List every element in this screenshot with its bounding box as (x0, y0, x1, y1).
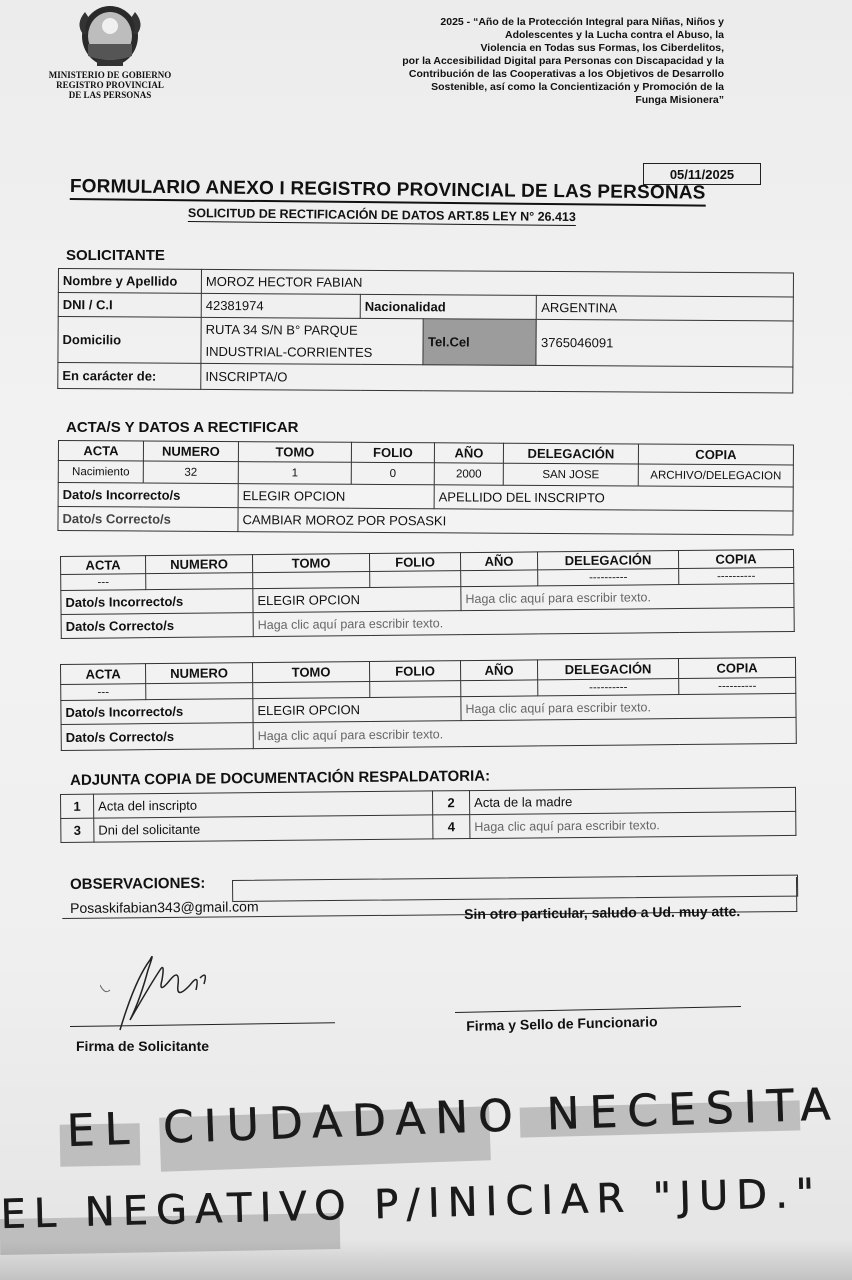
col-tomo: TOMO (252, 554, 369, 573)
col-tomo: TOMO (238, 442, 351, 463)
nacionalidad-field[interactable]: ARGENTINA (537, 295, 794, 321)
col-copia: COPIA (678, 549, 793, 568)
correct-label: Dato/s Correcto/s (61, 613, 253, 639)
tomo-cell[interactable]: 1 (238, 462, 351, 485)
decree-line: Sostenible, así como la Concientización y Promoción de la (431, 81, 724, 93)
incorrect-text-field[interactable]: APELLIDO DEL INSCRIPTO (434, 485, 793, 511)
observaciones-heading: OBSERVACIONES: (70, 874, 206, 893)
decree-text (324, 16, 724, 107)
decree-line: por la Accesibilidad Digital para Personas con Discapacidad y la (402, 55, 724, 67)
ministry-line-1: MINISTERIO DE GOBIERNO (48, 70, 172, 80)
delegacion-cell[interactable]: SAN JOSE (503, 463, 638, 486)
ministry-header (40, 4, 180, 100)
col-copia: COPIA (678, 657, 795, 678)
col-tomo: TOMO (252, 662, 369, 683)
adjunta-item[interactable]: Dni del solicitante (94, 815, 433, 842)
incorrect-option-dropdown[interactable]: ELEGIR OPCION (253, 587, 461, 613)
anio-cell[interactable] (461, 570, 538, 587)
observaciones-field[interactable]: Posaskifabian343@gmail.com (70, 898, 259, 916)
col-folio: FOLIO (351, 442, 434, 463)
numero-cell[interactable] (146, 683, 253, 700)
correct-label: Dato/s Correcto/s (61, 723, 253, 751)
copia-cell[interactable]: ---------- (679, 567, 794, 584)
decree-line: 2025 - “Año de la Protección Integral para Niñas, Niños y (440, 16, 724, 28)
adjunta-num: 4 (433, 815, 470, 839)
copia-cell[interactable]: ARCHIVO/DELEGACION (638, 464, 793, 487)
form-subtitle: SOLICITUD DE RECTIFICACIÓN DE DATOS ART.85 LEY N° 26.413 (187, 206, 576, 225)
adjunta-heading: ADJUNTA COPIA DE DOCUMENTACIÓN RESPALDATORIA: (70, 767, 491, 789)
col-acta: ACTA (61, 556, 146, 575)
decree-line: Violencia en Todas sus Formas, los Ciberdelitos, (480, 42, 724, 54)
name-field[interactable]: MOROZ HECTOR FABIAN (201, 269, 793, 297)
tel-label: Tel.Cel (423, 319, 536, 366)
domicilio-line-2: INDUSTRIAL-CORRIENTES (205, 343, 373, 360)
folio-cell[interactable] (370, 681, 461, 698)
signature-label-funcionario: Firma y Sello de Funcionario (466, 1013, 658, 1034)
col-delegacion: DELEGACIÓN (537, 551, 678, 570)
correct-label: Dato/s Correcto/s (58, 507, 238, 532)
adjunta-item[interactable]: Acta de la madre (469, 787, 795, 814)
date-field[interactable]: 05/11/2025 (643, 163, 761, 185)
folio-cell[interactable]: 0 (351, 462, 434, 485)
anio-cell[interactable] (461, 680, 538, 697)
col-folio: FOLIO (369, 661, 460, 682)
col-copia: COPIA (638, 444, 793, 465)
numero-cell[interactable]: 32 (143, 461, 238, 484)
incorrect-label: Dato/s Incorrecto/s (61, 589, 253, 615)
signature-line-funcionario (455, 1006, 741, 1013)
acta-cell[interactable]: --- (61, 574, 146, 591)
incorrect-text-field[interactable]: Haga clic aquí para escribir texto. (461, 693, 796, 720)
name-label: Nombre y Apellido (58, 269, 201, 294)
adjunta-num: 3 (61, 818, 94, 842)
nacionalidad-label: Nacionalidad (360, 294, 537, 319)
col-acta: ACTA (61, 664, 146, 685)
anio-cell[interactable]: 2000 (434, 463, 503, 485)
col-numero: NUMERO (146, 555, 253, 574)
solicitante-table (57, 268, 794, 393)
domicilio-field[interactable] (201, 317, 424, 364)
decree-line: Contribución de las Cooperativas a los Objetivos de Desarrollo (408, 68, 724, 80)
actas-heading: ACTA/S Y DATOS A RECTIFICAR (66, 419, 299, 436)
acta-block-1 (57, 440, 794, 535)
adjunta-num: 2 (432, 791, 469, 815)
incorrect-label: Dato/s Incorrecto/s (58, 483, 238, 508)
delegacion-cell[interactable]: ---------- (538, 569, 679, 586)
col-numero: NUMERO (146, 663, 253, 684)
col-numero: NUMERO (143, 441, 238, 462)
incorrect-option-dropdown[interactable]: ELEGIR OPCION (253, 697, 461, 723)
col-delegacion: DELEGACIÓN (537, 659, 678, 680)
tel-field[interactable]: 3765046091 (536, 319, 793, 367)
handwritten-note-line-1: EL CIUDADANO NECESITA (66, 1078, 842, 1157)
col-folio: FOLIO (369, 553, 460, 572)
page-shadow (0, 1240, 852, 1280)
acta-cell[interactable]: Nacimiento (58, 461, 143, 484)
province-seal-icon (75, 4, 145, 68)
dni-label: DNI / C.I (58, 293, 201, 318)
adjunta-table (60, 787, 796, 843)
decree-line: Adolescentes y la Lucha contra el Abuso, la (504, 29, 724, 41)
incorrect-option-dropdown[interactable]: ELEGIR OPCION (238, 484, 434, 509)
caracter-label: En carácter de: (58, 363, 201, 390)
folio-cell[interactable] (370, 571, 461, 588)
col-delegacion: DELEGACIÓN (503, 443, 638, 464)
closing-text: Sin otro particular, saludo a Ud. muy atte. (464, 903, 741, 922)
correct-text-field[interactable]: Haga clic aquí para escribir texto. (253, 607, 794, 636)
handwritten-note-line-2: EL NEGATIVO P/INICIAR "JUD." (0, 1170, 823, 1238)
tomo-cell[interactable] (253, 682, 370, 699)
delegacion-cell[interactable]: ---------- (538, 679, 679, 696)
tomo-cell[interactable] (253, 572, 370, 589)
adjunta-item[interactable]: Acta del inscripto (94, 791, 433, 818)
numero-cell[interactable] (146, 573, 253, 590)
col-anio: AÑO (434, 443, 503, 463)
adjunta-num: 1 (61, 794, 94, 818)
dni-field[interactable]: 42381974 (201, 293, 360, 318)
signature-label-solicitante: Firma de Solicitante (76, 1038, 210, 1054)
acta-cell[interactable]: --- (61, 684, 146, 701)
col-acta: ACTA (58, 441, 143, 462)
acta-block-2 (60, 549, 795, 639)
decree-line: Funga Misionera” (635, 94, 724, 106)
solicitante-heading: SOLICITANTE (66, 247, 165, 264)
incorrect-text-field[interactable]: Haga clic aquí para escribir texto. (461, 583, 794, 610)
caracter-field[interactable]: INSCRIPTA/O (201, 363, 793, 393)
copia-cell[interactable]: ---------- (679, 677, 796, 694)
ministry-line-2: REGISTRO PROVINCIAL (56, 80, 164, 90)
col-anio: AÑO (460, 552, 537, 571)
form-title: FORMULARIO ANEXO I REGISTRO PROVINCIAL DE LAS PERSONAS (70, 176, 706, 207)
adjunta-item[interactable]: Haga clic aquí para escribir texto. (470, 811, 796, 838)
ministry-line-3: DE LAS PERSONAS (68, 90, 152, 100)
acta-block-3 (60, 657, 797, 751)
correct-text-field[interactable]: Haga clic aquí para escribir texto. (253, 717, 796, 748)
correct-text-field[interactable]: CAMBIAR MOROZ POR POSASKI (238, 508, 793, 535)
domicilio-line-1: RUTA 34 S/N B° PARQUE (205, 321, 358, 338)
domicilio-label: Domicilio (58, 317, 201, 364)
col-anio: AÑO (460, 660, 537, 681)
incorrect-label: Dato/s Incorrecto/s (61, 699, 253, 725)
